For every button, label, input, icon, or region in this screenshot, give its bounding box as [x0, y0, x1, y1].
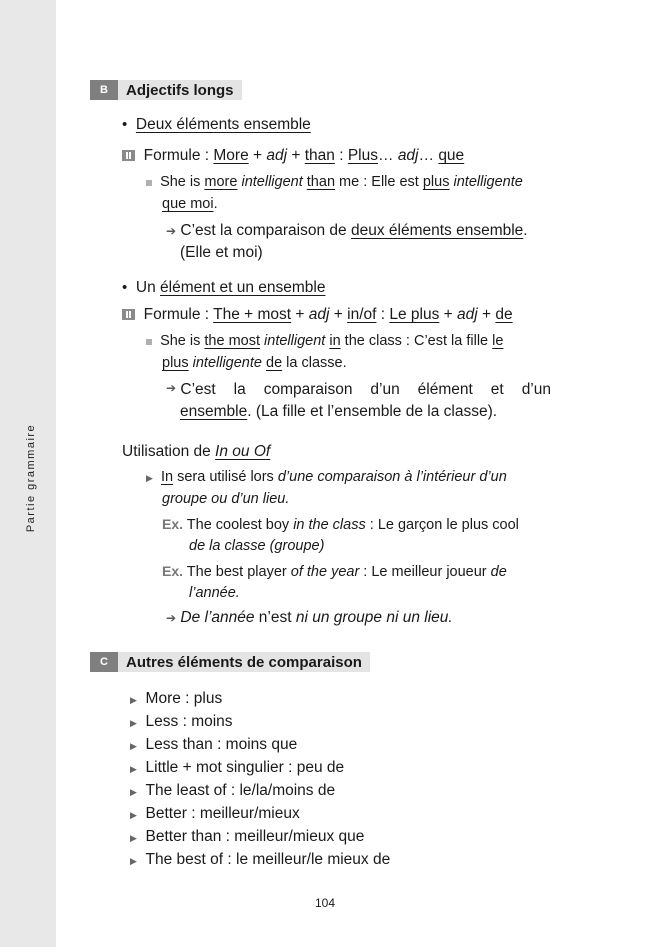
- page-sidebar: [0, 0, 56, 947]
- list-item: ▶ Little + mot singulier : peu de: [130, 759, 345, 776]
- triangle-right-icon: ▶: [146, 473, 153, 483]
- triangle-right-icon: ▶: [130, 764, 137, 774]
- utilisation-heading: Utilisation de In ou Of: [122, 443, 271, 460]
- pause-icon: [122, 150, 135, 161]
- comparison-list: [130, 688, 390, 872]
- example-the-most: She is the most intelligent in the class : C’est la fille le: [146, 333, 503, 349]
- list-item: ▶ The best of : le meilleur/le mieux de: [130, 851, 391, 868]
- list-item: ▶ More : plus: [130, 690, 223, 707]
- section-b-letter: B: [90, 80, 118, 100]
- note-deux-elements-line2: (Elle et moi): [180, 244, 263, 261]
- example-the-most-line2: plus intelligente de la classe.: [162, 355, 347, 371]
- triangle-right-icon: ▶: [130, 787, 137, 797]
- section-c-letter: C: [90, 652, 118, 672]
- bullet-dot-icon: •: [122, 116, 128, 133]
- formule-comparatif: Formule : More + adj + than : Plus… adj… que: [122, 147, 464, 165]
- square-bullet-icon: [146, 339, 152, 345]
- example-of-the-year: Ex. The best player of the year : Le meilleur joueur de: [162, 563, 507, 580]
- example-more-than: She is more intelligent than me : Elle est plus intelligente: [146, 174, 523, 190]
- section-b-title: Adjectifs longs: [118, 80, 242, 100]
- note-deux-elements: ➔ C’est la comparaison de deux éléments ensemble.: [166, 222, 528, 239]
- triangle-right-icon: ▶: [130, 833, 137, 843]
- rule-in-line2: groupe ou d’un lieu.: [162, 491, 290, 507]
- list-item: ▶ Less than : moins que: [130, 736, 298, 753]
- section-c-header: [90, 652, 370, 672]
- pause-icon: [122, 309, 135, 320]
- triangle-right-icon: ▶: [130, 718, 137, 728]
- sidebar-label: Partie grammaire: [25, 423, 37, 533]
- bullet-deux-elements: • Deux éléments ensemble: [122, 116, 311, 133]
- triangle-right-icon: ▶: [130, 741, 137, 751]
- triangle-right-icon: ▶: [130, 856, 137, 866]
- note-un-element: ➔ C’est la comparaison d’un élément et d’un: [166, 381, 551, 398]
- section-c-title: Autres éléments de comparaison: [118, 652, 370, 672]
- section-b-header: [90, 80, 242, 100]
- rule-in: ▶ In sera utilisé lors d’une comparaison à l’intérieur d’un: [146, 469, 507, 485]
- bullet-dot-icon: •: [122, 279, 128, 296]
- square-bullet-icon: [146, 180, 152, 186]
- example-of-the-year-line2: l’année.: [189, 585, 240, 601]
- arrow-right-icon: ➔: [166, 381, 177, 395]
- list-item: ▶ Better : meilleur/mieux: [130, 805, 300, 822]
- arrow-right-icon: ➔: [166, 611, 177, 625]
- list-item: ▶ Less : moins: [130, 713, 233, 730]
- arrow-right-icon: ➔: [166, 224, 177, 238]
- note-de-lannee: ➔ De l’année n’est ni un groupe ni un lieu.: [166, 609, 453, 626]
- page-number: 104: [314, 896, 336, 910]
- bullet-un-element: • Un élément et un ensemble: [122, 279, 326, 296]
- list-item: ▶ Better than : meilleur/mieux que: [130, 828, 365, 845]
- note-un-element-line2: ensemble. (La fille et l’ensemble de la classe).: [180, 403, 498, 420]
- triangle-right-icon: ▶: [130, 695, 137, 705]
- triangle-right-icon: ▶: [130, 810, 137, 820]
- formule-superlatif: Formule : The + most + adj + in/of : Le plus + adj + de: [122, 306, 513, 324]
- example-more-than-line2: que moi.: [162, 196, 218, 212]
- list-item: ▶ The least of : le/la/moins de: [130, 782, 336, 799]
- example-in-the-class-line2: de la classe (groupe): [189, 538, 325, 554]
- example-in-the-class: Ex. The coolest boy in the class : Le garçon le plus cool: [162, 516, 519, 533]
